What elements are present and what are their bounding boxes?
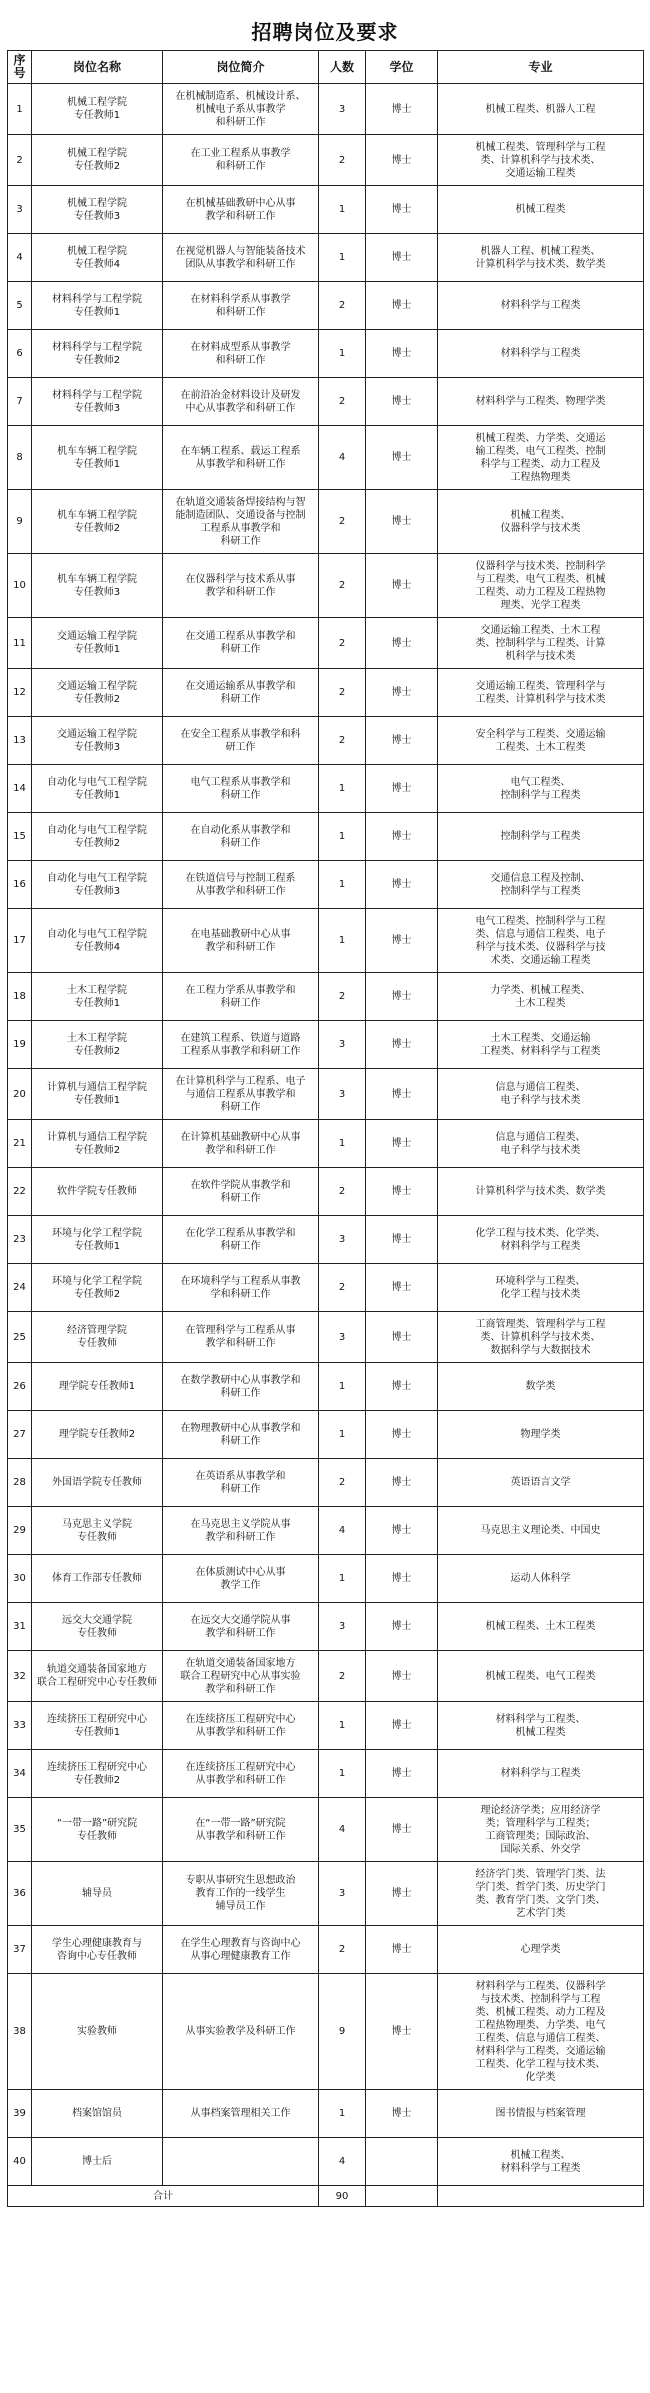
major: 运动人体科学: [438, 1555, 644, 1603]
row-number: 39: [8, 2090, 32, 2138]
position-intro: 在工程力学系从事教学和 科研工作: [163, 973, 319, 1021]
position-name: 辅导员: [32, 1862, 163, 1926]
position-intro: 在材料科学系从事教学 和科研工作: [163, 282, 319, 330]
position-name: 材料科学与工程学院 专任教师1: [32, 282, 163, 330]
row-number: 3: [8, 186, 32, 234]
major: 机械工程类、 仪器科学与技术类: [438, 490, 644, 554]
headcount: 1: [319, 1120, 366, 1168]
degree: 博士: [366, 490, 438, 554]
degree: 博士: [366, 1120, 438, 1168]
position-intro: 在车辆工程系、载运工程系 从事教学和科研工作: [163, 426, 319, 490]
position-intro: 在马克思主义学院从事 教学和科研工作: [163, 1507, 319, 1555]
major: 物理学类: [438, 1411, 644, 1459]
degree: 博士: [366, 717, 438, 765]
total-count: 90: [319, 2186, 366, 2207]
position-intro: 在体质测试中心从事 教学工作: [163, 1555, 319, 1603]
row-number: 9: [8, 490, 32, 554]
row-number: 6: [8, 330, 32, 378]
table-row: [8, 1862, 644, 1926]
position-intro: 在铁道信号与控制工程系 从事教学和科研工作: [163, 861, 319, 909]
headcount: 1: [319, 2090, 366, 2138]
degree: 博士: [366, 1603, 438, 1651]
position-name: 材料科学与工程学院 专任教师2: [32, 330, 163, 378]
major: 机械工程类: [438, 186, 644, 234]
major: 仪器科学与技术类、控制科学 与工程类、电气工程类、机械 工程类、动力工程及工程热物 理类、光学工程类: [438, 554, 644, 618]
row-number: 27: [8, 1411, 32, 1459]
position-intro: 在材料成型系从事教学 和科研工作: [163, 330, 319, 378]
major: 材料科学与工程类、 机械工程类: [438, 1702, 644, 1750]
degree: 博士: [366, 186, 438, 234]
table-row: [8, 1120, 644, 1168]
position-intro: 从事实验教学及科研工作: [163, 1974, 319, 2090]
header-cell: 专业: [438, 51, 644, 84]
major: 力学类、机械工程类、 土木工程类: [438, 973, 644, 1021]
degree: 博士: [366, 669, 438, 717]
total-empty-cell: [366, 2186, 438, 2207]
headcount: 2: [319, 378, 366, 426]
degree: 博士: [366, 1974, 438, 2090]
position-name: 交通运输工程学院 专任教师3: [32, 717, 163, 765]
degree: 博士: [366, 234, 438, 282]
row-number: 16: [8, 861, 32, 909]
degree: 博士: [366, 330, 438, 378]
degree: 博士: [366, 1216, 438, 1264]
table-row: [8, 282, 644, 330]
position-name: 远交大交通学院 专任教师: [32, 1603, 163, 1651]
major: 控制科学与工程类: [438, 813, 644, 861]
row-number: 13: [8, 717, 32, 765]
table-row: [8, 1216, 644, 1264]
row-number: 25: [8, 1312, 32, 1363]
major: 电气工程类、 控制科学与工程类: [438, 765, 644, 813]
position-intro: 在工业工程系从事教学 和科研工作: [163, 135, 319, 186]
row-number: 8: [8, 426, 32, 490]
headcount: 1: [319, 1411, 366, 1459]
table-row: [8, 1926, 644, 1974]
major: 交通运输工程类、土木工程 类、控制科学与工程类、计算 机科学与技术类: [438, 618, 644, 669]
position-name: 环境与化学工程学院 专任教师2: [32, 1264, 163, 1312]
table-row: [8, 554, 644, 618]
major: 机械工程类、力学类、交通运 输工程类、电气工程类、控制 科学与工程类、动力工程及 工程热物理类: [438, 426, 644, 490]
degree: 博士: [366, 973, 438, 1021]
degree: 博士: [366, 909, 438, 973]
degree: 博士: [366, 282, 438, 330]
major: 心理学类: [438, 1926, 644, 1974]
position-intro: 在环境科学与工程系从事教 学和科研工作: [163, 1264, 319, 1312]
table-row: [8, 765, 644, 813]
table-row: [8, 330, 644, 378]
degree: 博士: [366, 1507, 438, 1555]
position-intro: 在视觉机器人与智能装备技术 团队从事教学和科研工作: [163, 234, 319, 282]
position-name: 机车车辆工程学院 专任教师3: [32, 554, 163, 618]
position-name: 土木工程学院 专任教师1: [32, 973, 163, 1021]
position-name: 经济管理学院 专任教师: [32, 1312, 163, 1363]
position-name: 土木工程学院 专任教师2: [32, 1021, 163, 1069]
table-row: [8, 186, 644, 234]
row-number: 17: [8, 909, 32, 973]
headcount: 4: [319, 2138, 366, 2186]
position-name: 机械工程学院 专任教师3: [32, 186, 163, 234]
row-number: 20: [8, 1069, 32, 1120]
headcount: 2: [319, 1926, 366, 1974]
table-row: [8, 84, 644, 135]
table-row: [8, 1459, 644, 1507]
degree: 博士: [366, 1312, 438, 1363]
headcount: 1: [319, 1555, 366, 1603]
degree: 博士: [366, 1021, 438, 1069]
row-number: 4: [8, 234, 32, 282]
row-number: 12: [8, 669, 32, 717]
position-intro: 在英语系从事教学和 科研工作: [163, 1459, 319, 1507]
headcount: 3: [319, 1603, 366, 1651]
headcount: 2: [319, 669, 366, 717]
headcount: 2: [319, 973, 366, 1021]
position-name: 马克思主义学院 专任教师: [32, 1507, 163, 1555]
position-intro: 在连续挤压工程研究中心 从事教学和科研工作: [163, 1702, 319, 1750]
headcount: 1: [319, 234, 366, 282]
degree: 博士: [366, 1862, 438, 1926]
position-intro: 在物理教研中心从事教学和 科研工作: [163, 1411, 319, 1459]
table-row: [8, 1168, 644, 1216]
major: 马克思主义理论类、中国史: [438, 1507, 644, 1555]
row-number: 37: [8, 1926, 32, 1974]
position-intro: 在交通运输系从事教学和 科研工作: [163, 669, 319, 717]
major: 信息与通信工程类、 电子科学与技术类: [438, 1120, 644, 1168]
row-number: 35: [8, 1798, 32, 1862]
major: 材料科学与工程类: [438, 1750, 644, 1798]
degree: 博士: [366, 1651, 438, 1702]
degree: 博士: [366, 1363, 438, 1411]
position-intro: 在学生心理教育与咨询中心 从事心理健康教育工作: [163, 1926, 319, 1974]
table-row: [8, 909, 644, 973]
table-header-row: [8, 51, 644, 84]
position-name: 体育工作部专任教师: [32, 1555, 163, 1603]
position-name: 学生心理健康教育与 咨询中心专任教师: [32, 1926, 163, 1974]
row-number: 18: [8, 973, 32, 1021]
position-name: 自动化与电气工程学院 专任教师3: [32, 861, 163, 909]
degree: [366, 2138, 438, 2186]
position-intro: 在前沿冶金材料设计及研发 中心从事教学和科研工作: [163, 378, 319, 426]
table-row: [8, 1974, 644, 2090]
major: 材料科学与工程类、物理学类: [438, 378, 644, 426]
major: 机械工程类、土木工程类: [438, 1603, 644, 1651]
degree: 博士: [366, 1264, 438, 1312]
major: 机械工程类、管理科学与工程 类、计算机科学与技术类、 交通运输工程类: [438, 135, 644, 186]
major: 信息与通信工程类、 电子科学与技术类: [438, 1069, 644, 1120]
row-number: 2: [8, 135, 32, 186]
position-name: 自动化与电气工程学院 专任教师1: [32, 765, 163, 813]
table-row: [8, 1363, 644, 1411]
table-row: [8, 426, 644, 490]
headcount: 1: [319, 1363, 366, 1411]
position-name: 自动化与电气工程学院 专任教师2: [32, 813, 163, 861]
header-cell: 学位: [366, 51, 438, 84]
position-name: 轨道交通装备国家地方 联合工程研究中心专任教师: [32, 1651, 163, 1702]
headcount: 2: [319, 1651, 366, 1702]
row-number: 29: [8, 1507, 32, 1555]
table-row: [8, 618, 644, 669]
degree: 博士: [366, 1702, 438, 1750]
position-name: 档案馆馆员: [32, 2090, 163, 2138]
position-intro: 在软件学院从事教学和 科研工作: [163, 1168, 319, 1216]
table-row: [8, 1411, 644, 1459]
row-number: 24: [8, 1264, 32, 1312]
degree: 博士: [366, 1459, 438, 1507]
headcount: 2: [319, 554, 366, 618]
major: 安全科学与工程类、交通运输 工程类、土木工程类: [438, 717, 644, 765]
major: 环境科学与工程类、 化学工程与技术类: [438, 1264, 644, 1312]
position-intro: 在连续挤压工程研究中心 从事教学和科研工作: [163, 1750, 319, 1798]
degree: 博士: [366, 135, 438, 186]
degree: 博士: [366, 765, 438, 813]
headcount: 1: [319, 765, 366, 813]
row-number: 23: [8, 1216, 32, 1264]
row-number: 36: [8, 1862, 32, 1926]
headcount: 1: [319, 861, 366, 909]
degree: 博士: [366, 84, 438, 135]
degree: 博士: [366, 813, 438, 861]
row-number: 19: [8, 1021, 32, 1069]
degree: 博士: [366, 378, 438, 426]
position-intro: 在轨道交通装备国家地方 联合工程研究中心从事实验 教学和科研工作: [163, 1651, 319, 1702]
row-number: 5: [8, 282, 32, 330]
table-body: [8, 84, 644, 2186]
table-row: [8, 1798, 644, 1862]
position-intro: 在计算机基础教研中心从事 教学和科研工作: [163, 1120, 319, 1168]
position-name: 交通运输工程学院 专任教师2: [32, 669, 163, 717]
headcount: 4: [319, 1507, 366, 1555]
row-number: 15: [8, 813, 32, 861]
headcount: 3: [319, 1216, 366, 1264]
total-empty-cell: [438, 2186, 644, 2207]
row-number: 40: [8, 2138, 32, 2186]
row-number: 28: [8, 1459, 32, 1507]
headcount: 2: [319, 1264, 366, 1312]
table-row: [8, 2090, 644, 2138]
degree: 博士: [366, 1168, 438, 1216]
position-name: 连续挤压工程研究中心 专任教师2: [32, 1750, 163, 1798]
position-name: 自动化与电气工程学院 专任教师4: [32, 909, 163, 973]
table-row: [8, 378, 644, 426]
major: 机器人工程、机械工程类、 计算机科学与技术类、数学类: [438, 234, 644, 282]
headcount: 1: [319, 1750, 366, 1798]
position-intro: 在机械制造系、机械设计系、 机械电子系从事教学 和科研工作: [163, 84, 319, 135]
row-number: 32: [8, 1651, 32, 1702]
row-number: 11: [8, 618, 32, 669]
degree: 博士: [366, 1798, 438, 1862]
headcount: 2: [319, 135, 366, 186]
row-number: 1: [8, 84, 32, 135]
position-intro: 在自动化系从事教学和 科研工作: [163, 813, 319, 861]
position-name: 连续挤压工程研究中心 专任教师1: [32, 1702, 163, 1750]
position-intro: 在交通工程系从事教学和 科研工作: [163, 618, 319, 669]
position-intro: 在建筑工程系、铁道与道路 工程系从事教学和科研工作: [163, 1021, 319, 1069]
row-number: 22: [8, 1168, 32, 1216]
major: 数学类: [438, 1363, 644, 1411]
row-number: 30: [8, 1555, 32, 1603]
position-name: 实验教师: [32, 1974, 163, 2090]
row-number: 38: [8, 1974, 32, 2090]
degree: 博士: [366, 861, 438, 909]
row-number: 14: [8, 765, 32, 813]
major: 材料科学与工程类: [438, 330, 644, 378]
header-cell: 岗位简介: [163, 51, 319, 84]
major: 图书情报与档案管理: [438, 2090, 644, 2138]
table-row: [8, 1651, 644, 1702]
headcount: 1: [319, 909, 366, 973]
major: 机械工程类、 材料科学与工程类: [438, 2138, 644, 2186]
position-intro: 在化学工程系从事教学和 科研工作: [163, 1216, 319, 1264]
row-number: 33: [8, 1702, 32, 1750]
table-row: [8, 1507, 644, 1555]
major: 经济学门类、管理学门类、法 学门类、哲学门类、历史学门 类、教育学门类、文学门类、 艺术学门类: [438, 1862, 644, 1926]
position-intro: 在机械基础教研中心从事 教学和科研工作: [163, 186, 319, 234]
position-name: 博士后: [32, 2138, 163, 2186]
major: 工商管理类、管理科学与工程 类、计算机科学与技术类、 数据科学与大数据技术: [438, 1312, 644, 1363]
headcount: 3: [319, 84, 366, 135]
position-name: 机械工程学院 专任教师2: [32, 135, 163, 186]
position-name: 环境与化学工程学院 专任教师1: [32, 1216, 163, 1264]
major: 交通运输工程类、管理科学与 工程类、计算机科学与技术类: [438, 669, 644, 717]
headcount: 4: [319, 1798, 366, 1862]
total-label: 合计: [8, 2186, 319, 2207]
position-intro: 在数学教研中心从事教学和 科研工作: [163, 1363, 319, 1411]
headcount: 2: [319, 618, 366, 669]
position-name: 理学院专任教师2: [32, 1411, 163, 1459]
headcount: 3: [319, 1862, 366, 1926]
major: 土木工程类、交通运输 工程类、材料科学与工程类: [438, 1021, 644, 1069]
header-cell: 序号: [8, 51, 32, 84]
degree: 博士: [366, 1555, 438, 1603]
table-row: [8, 490, 644, 554]
degree: 博士: [366, 1069, 438, 1120]
major: 理论经济学类；应用经济学 类；管理科学与工程类； 工商管理类；国际政治、 国际关系、外交学: [438, 1798, 644, 1862]
degree: 博士: [366, 1750, 438, 1798]
table-row: [8, 1021, 644, 1069]
table-row: [8, 1702, 644, 1750]
position-name: 计算机与通信工程学院 专任教师1: [32, 1069, 163, 1120]
headcount: 3: [319, 1069, 366, 1120]
table-row: [8, 1312, 644, 1363]
major: 电气工程类、控制科学与工程 类、信息与通信工程类、电子 科学与技术类、仪器科学与技 术类、交通运输工程类: [438, 909, 644, 973]
position-intro: 专职从事研究生思想政治 教育工作的一线学生 辅导员工作: [163, 1862, 319, 1926]
degree: 博士: [366, 426, 438, 490]
table-row: [8, 2138, 644, 2186]
position-name: 外国语学院专任教师: [32, 1459, 163, 1507]
position-name: 软件学院专任教师: [32, 1168, 163, 1216]
page-title: 招聘岗位及要求: [251, 20, 399, 44]
position-name: 计算机与通信工程学院 专任教师2: [32, 1120, 163, 1168]
table-row: [8, 1603, 644, 1651]
table-row: [8, 861, 644, 909]
headcount: 3: [319, 1312, 366, 1363]
position-name: 机械工程学院 专任教师4: [32, 234, 163, 282]
headcount: 9: [319, 1974, 366, 2090]
position-name: 机车车辆工程学院 专任教师2: [32, 490, 163, 554]
position-name: 理学院专任教师1: [32, 1363, 163, 1411]
major: 计算机科学与技术类、数学类: [438, 1168, 644, 1216]
headcount: 2: [319, 717, 366, 765]
headcount: 2: [319, 282, 366, 330]
row-number: 26: [8, 1363, 32, 1411]
degree: 博士: [366, 2090, 438, 2138]
major: 材料科学与工程类、仪器科学 与技术类、控制科学与工程 类、机械工程类、动力工程及 工程热物理类、力学类、电气 工程类、信息与通信工程类、 材料科学与工程类、交通运输 工程类、化学工程与技术类、 化学类: [438, 1974, 644, 2090]
position-intro: 电气工程系从事教学和 科研工作: [163, 765, 319, 813]
table-row: [8, 234, 644, 282]
table-row: [8, 973, 644, 1021]
headcount: 4: [319, 426, 366, 490]
position-intro: 在远交大交通学院从事 教学和科研工作: [163, 1603, 319, 1651]
headcount: 2: [319, 1459, 366, 1507]
table-row: [8, 717, 644, 765]
major: 机械工程类、机器人工程: [438, 84, 644, 135]
total-row: [8, 2186, 644, 2207]
position-intro: 从事档案管理相关工作: [163, 2090, 319, 2138]
major: 英语语言文学: [438, 1459, 644, 1507]
table-row: [8, 1264, 644, 1312]
header-cell: 人数: [319, 51, 366, 84]
row-number: 10: [8, 554, 32, 618]
table-row: [8, 1069, 644, 1120]
row-number: 21: [8, 1120, 32, 1168]
position-name: 材料科学与工程学院 专任教师3: [32, 378, 163, 426]
position-intro: 在电基础教研中心从事 教学和科研工作: [163, 909, 319, 973]
table-row: [8, 1555, 644, 1603]
position-name: 交通运输工程学院 专任教师1: [32, 618, 163, 669]
table-row: [8, 135, 644, 186]
headcount: 1: [319, 813, 366, 861]
headcount: 2: [319, 490, 366, 554]
position-intro: [163, 2138, 319, 2186]
position-name: 机车车辆工程学院 专任教师1: [32, 426, 163, 490]
position-intro: 在管理科学与工程系从事 教学和科研工作: [163, 1312, 319, 1363]
degree: 博士: [366, 618, 438, 669]
row-number: 34: [8, 1750, 32, 1798]
position-intro: 在安全工程系从事教学和科 研工作: [163, 717, 319, 765]
major: 材料科学与工程类: [438, 282, 644, 330]
position-intro: 在“一带一路”研究院 从事教学和科研工作: [163, 1798, 319, 1862]
position-name: 机械工程学院 专任教师1: [32, 84, 163, 135]
degree: 博士: [366, 1926, 438, 1974]
degree: 博士: [366, 554, 438, 618]
position-name: “一带一路”研究院 专任教师: [32, 1798, 163, 1862]
position-intro: 在计算机科学与工程系、电子 与通信工程系从事教学和 科研工作: [163, 1069, 319, 1120]
recruitment-table: [7, 50, 644, 2207]
headcount: 1: [319, 330, 366, 378]
major: 化学工程与技术类、化学类、 材料科学与工程类: [438, 1216, 644, 1264]
table-row: [8, 813, 644, 861]
major: 机械工程类、电气工程类: [438, 1651, 644, 1702]
major: 交通信息工程及控制、 控制科学与工程类: [438, 861, 644, 909]
position-intro: 在仪器科学与技术系从事 教学和科研工作: [163, 554, 319, 618]
degree: 博士: [366, 1411, 438, 1459]
position-intro: 在轨道交通装备焊接结构与智 能制造团队、交通设备与控制 工程系从事教学和 科研工作: [163, 490, 319, 554]
headcount: 2: [319, 1168, 366, 1216]
headcount: 1: [319, 1702, 366, 1750]
row-number: 7: [8, 378, 32, 426]
row-number: 31: [8, 1603, 32, 1651]
table-row: [8, 1750, 644, 1798]
headcount: 3: [319, 1021, 366, 1069]
headcount: 1: [319, 186, 366, 234]
table-row: [8, 669, 644, 717]
header-cell: 岗位名称: [32, 51, 163, 84]
